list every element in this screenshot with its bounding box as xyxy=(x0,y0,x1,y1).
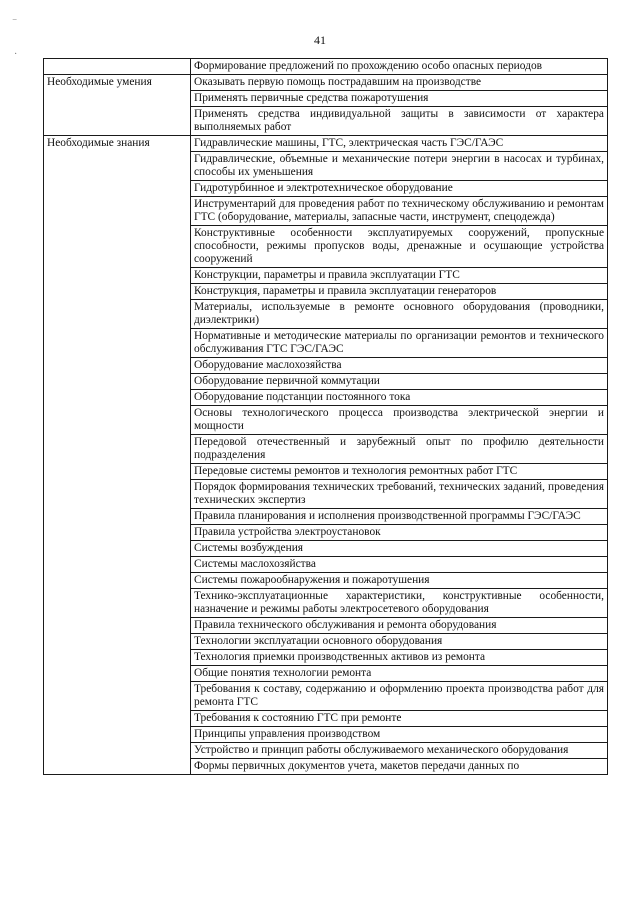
table-body xyxy=(44,59,608,775)
table-cell-item: Порядок формирования технических требований, технических заданий, проведения технических экспертиз xyxy=(191,480,608,509)
table-cell-item: Принципы управления производством xyxy=(191,727,608,743)
table-cell-item: Формы первичных документов учета, макетов передачи данных по xyxy=(191,759,608,775)
table-cell-item: Требования к состоянию ГТС при ремонте xyxy=(191,711,608,727)
table-cell-item: Оборудование маслохозяйства xyxy=(191,358,608,374)
row-label: Необходимые знания xyxy=(44,136,191,775)
table-cell-item: Правила устройства электроустановок xyxy=(191,525,608,541)
table-cell-item: Технологии эксплуатации основного оборудования xyxy=(191,634,608,650)
row-label: Необходимые умения xyxy=(44,75,191,136)
table-cell-item: Системы возбуждения xyxy=(191,541,608,557)
scan-mark: · xyxy=(14,49,18,60)
table-cell-item: Технико-эксплуатационные характеристики, конструктивные особенности, назначение и режимы работы электросетевого оборудования xyxy=(191,589,608,618)
table-cell-item: Общие понятия технологии ремонта xyxy=(191,666,608,682)
table-cell-item: Системы маслохозяйства xyxy=(191,557,608,573)
table-cell-item: Устройство и принцип работы обслуживаемого механического оборудования xyxy=(191,743,608,759)
table-cell-item: Оказывать первую помощь пострадавшим на производстве xyxy=(191,75,608,91)
table-cell-item: Применять средства индивидуальной защиты в зависимости от характера выполняемых работ xyxy=(191,107,608,136)
table-cell-item: Гидротурбинное и электротехническое оборудование xyxy=(191,181,608,197)
table-cell-item: Оборудование первичной коммутации xyxy=(191,374,608,390)
table-cell-item: Требования к составу, содержанию и оформлению проекта производства работ для ремонта ГТС xyxy=(191,682,608,711)
table-cell-item: Инструментарий для проведения работ по техническому обслуживанию и ремонтам ГТС (оборудование, материалы, запасные части, инструмент, спецодежда) xyxy=(191,197,608,226)
page-number: 41 xyxy=(314,33,326,47)
table-cell-item: Правила планирования и исполнения производственной программы ГЭС/ГАЭС xyxy=(191,509,608,525)
table-cell-item: Оборудование подстанции постоянного тока xyxy=(191,390,608,406)
table-cell-item: Конструкции, параметры и правила эксплуатации ГТС xyxy=(191,268,608,284)
table-cell-item: Применять первичные средства пожаротушения xyxy=(191,91,608,107)
table-row xyxy=(44,136,608,152)
table-cell-item: Передовые системы ремонтов и технология ремонтных работ ГТС xyxy=(191,464,608,480)
table-row xyxy=(44,59,608,75)
row-label xyxy=(44,59,191,75)
table-cell-item: Правила технического обслуживания и ремонта оборудования xyxy=(191,618,608,634)
table-cell-item: Передовой отечественный и зарубежный опыт по профилю деятельности подразделения xyxy=(191,435,608,464)
scan-mark: ⁻ xyxy=(12,17,18,28)
table-row xyxy=(44,75,608,91)
table-cell-item: Основы технологического процесса производства электрической энергии и мощности xyxy=(191,406,608,435)
table-cell-item: Материалы, используемые в ремонте основного оборудования (проводники, диэлектрики) xyxy=(191,300,608,329)
table-cell-item: Технология приемки производственных активов из ремонта xyxy=(191,650,608,666)
requirements-table xyxy=(43,58,608,775)
table-cell-item: Нормативные и методические материалы по организации ремонтов и технического обслуживания ГТС ГЭС/ГАЭС xyxy=(191,329,608,358)
table-cell-item: Системы пожарообнаружения и пожаротушения xyxy=(191,573,608,589)
table-cell-item: Гидравлические машины, ГТС, электрическая часть ГЭС/ГАЭС xyxy=(191,136,608,152)
table-cell-item: Конструкция, параметры и правила эксплуатации генераторов xyxy=(191,284,608,300)
table-cell-item: Формирование предложений по прохождению особо опасных периодов xyxy=(191,59,608,75)
table-cell-item: Гидравлические, объемные и механические потери энергии в насосах и турбинах, способы их уменьшения xyxy=(191,152,608,181)
table-cell-item: Конструктивные особенности эксплуатируемых сооружений, пропускные способности, режимы пропусков воды, дренажные и осушающие устройства сооружений xyxy=(191,226,608,268)
